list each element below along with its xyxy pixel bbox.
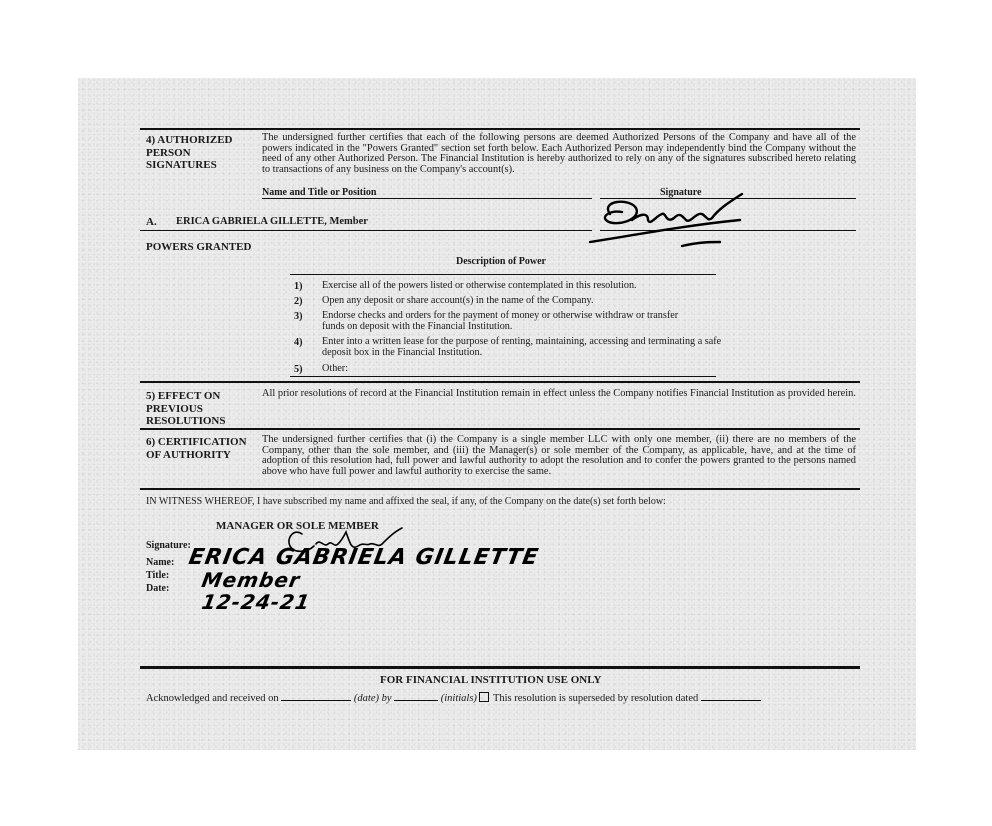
title-label: Title: [146,570,170,581]
powers-header: Description of Power [456,256,546,267]
col-name-header: Name and Title or Position [262,187,377,198]
witness-text: IN WITNESS WHEREOF, I have subscribed my name and affixed the seal, if any, of the Company on the date(s) set forth below: [146,496,666,507]
section4-text: The undersigned further certifies that each of the following persons are deemed Authorized Persons of the Company and have all of the powers indicated in the "Powers Granted" section set forth below. Each Authorized Person may independently bind the Company without the need of any other Authorized Person. The Financial Institution is hereby authorized to rely on any of the signatures subscribed hereto relating to transactions of any business on the Company's account(s). [262,132,856,175]
fi-ack-label: Acknowledged and received on [146,693,279,704]
person-name-rule [140,230,592,231]
section4-label: 4) AUTHORIZED PERSON SIGNATURES [146,134,233,171]
signature-label: Signature: [146,540,191,551]
date-label: Date: [146,583,170,594]
superseded-checkbox[interactable] [479,692,489,702]
power-item-text: Other: [322,363,349,374]
section5-text: All prior resolutions of record at the Financial Institution remain in effect unless the Company notifies Financial Institution as provided herein. [262,388,856,399]
section-divider [140,488,860,490]
power-item-number: 4) [294,337,303,348]
handwritten-name: ERICA GABRIELA GILLETTE [186,545,541,570]
power-item-text: Endorse checks and orders for the payment of money or otherwise withdraw or transfer funds on deposit with the Financial Institution. [322,310,679,332]
fi-section-divider [140,666,860,669]
name-label: Name: [146,557,175,568]
power-item-number: 3) [294,311,303,322]
fi-date-label: (date) by [353,693,392,704]
power-item-text: Open any deposit or share account(s) in the name of the Company. [322,295,594,306]
power-item-number: 1) [294,281,303,292]
powers-other-rule [290,376,716,377]
section6-text: The undersigned further certifies that (i) the Company is a single member LLC with only one member, (ii) there are no members of the Company, other than the sole member, and (iii) the Manager(s) or sole member of the Company, as applicable, have, and at the time of adoption of this resolution had, full power and lawful authority to adopt the resolution and to confer the powers granted to the persons named above who have full power and lawful authority to exercise the same. [262,434,856,477]
section5-label: 5) EFFECT ON PREVIOUS RESOLUTIONS [146,390,226,427]
powers-label: POWERS GRANTED [146,241,252,253]
col-signature-header: Signature [660,187,702,198]
ack-by-blank[interactable] [394,700,438,701]
fi-initials-label: (initials) [440,693,477,704]
authorized-signature [570,190,780,260]
authorized-person-letter: A. [146,216,157,228]
ack-date-blank[interactable] [281,700,351,701]
fi-use-title: FOR FINANCIAL INSTITUTION USE ONLY [380,674,602,686]
superseded-date-blank[interactable] [701,700,761,701]
power-item-number: 2) [294,296,303,307]
section-divider [140,428,860,430]
powers-header-rule [290,274,716,275]
name-col-rule [262,198,592,199]
manager-heading: MANAGER OR SOLE MEMBER [216,520,379,532]
power-item-text: Exercise all of the powers listed or otherwise contemplated in this resolution. [322,280,637,291]
section-divider [140,381,860,383]
handwritten-date: 12-24-21 [199,590,313,614]
fi-ack-row [146,692,761,704]
authorized-person-name: ERICA GABRIELA GILLETTE, Member [176,216,368,227]
handwritten-title: Member [199,568,303,592]
fi-superseded-label: This resolution is superseded by resolution dated [492,693,699,704]
section6-label: 6) CERTIFICATION OF AUTHORITY [146,436,247,461]
power-item-number: 5) [294,364,303,375]
section-divider [140,128,860,130]
power-item-text: Enter into a written lease for the purpose of renting, maintaining, accessing and terminating a safe deposit box in the Financial Institution. [322,336,722,358]
